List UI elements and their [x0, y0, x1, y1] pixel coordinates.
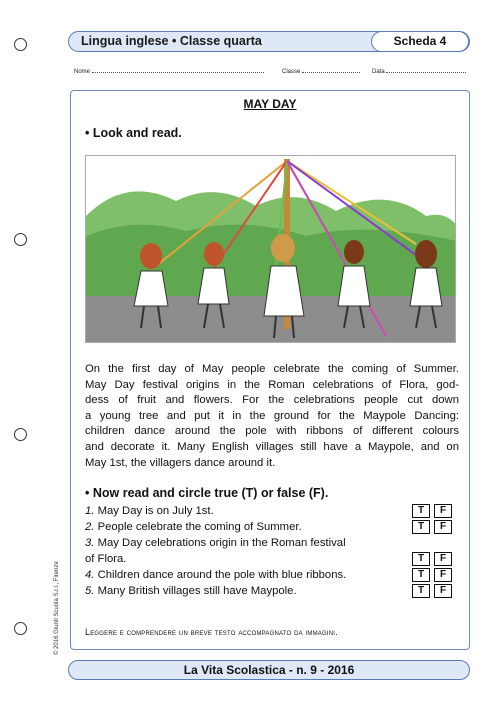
header-bar [68, 31, 470, 52]
false-box[interactable]: F [434, 504, 452, 518]
true-box[interactable]: T [412, 584, 430, 598]
page-title: MAY DAY [243, 97, 297, 111]
true-box[interactable]: T [412, 552, 430, 566]
footer-bar: La Vita Scolastica - n. 9 - 2016 [68, 660, 470, 680]
copyright: © 2016 Giunti Scuola S.r.l., Firenze [54, 561, 60, 655]
reading-line: a young tree and put it in the ground for the Maypole Dancing: [85, 409, 459, 422]
tf-boxes-1 [412, 504, 452, 518]
class-field[interactable]: Classe [282, 68, 360, 75]
section-look-read: • Look and read. [85, 126, 182, 140]
question-1: 1. May Day is on July 1st. [85, 505, 214, 517]
maypole-illustration [85, 155, 456, 343]
question-3-cont: of Flora. [85, 553, 127, 565]
true-box[interactable]: T [412, 520, 430, 534]
reading-line: May Day festival origins in the Roman celebrations of Flora, god- [85, 378, 459, 391]
reading-line: children dance around the pole with ribbons of different colours [85, 425, 459, 438]
binder-hole [14, 38, 27, 51]
question-3: 3. May Day celebrations origin in the Roman festival [85, 537, 346, 549]
date-field[interactable]: Data [372, 68, 466, 75]
reading-line: On the first day of May people celebrate the coming of Summer. [85, 363, 459, 375]
tf-boxes-4 [412, 568, 452, 582]
reading-line: dess of fruit and flowers. For the celebrations people cut down [85, 394, 459, 407]
sheet-label: Scheda 4 [371, 31, 469, 52]
reading-line: and decorate it. Many English villages still have a Maypole, and on [85, 440, 459, 453]
reading-text [85, 362, 459, 471]
true-box[interactable]: T [412, 568, 430, 582]
false-box[interactable]: F [434, 584, 452, 598]
question-5: 5. Many British villages still have Maypole. [85, 585, 297, 597]
reading-line: May 1st, the villagers dance around it. [85, 456, 276, 469]
tf-boxes-2 [412, 520, 452, 534]
false-box[interactable]: F [434, 520, 452, 534]
footer-note: Leggere e comprendere un breve testo accompagnato da immagini. [85, 627, 338, 637]
binder-hole [14, 622, 27, 635]
question-4: 4. Children dance around the pole with blue ribbons. [85, 569, 347, 581]
false-box[interactable]: F [434, 552, 452, 566]
question-2: 2. People celebrate the coming of Summer. [85, 521, 302, 533]
name-field[interactable]: Nome [74, 68, 264, 75]
tf-boxes-5 [412, 584, 452, 598]
true-box[interactable]: T [412, 504, 430, 518]
header-title: Lingua inglese • Classe quarta [81, 34, 262, 48]
binder-hole [14, 233, 27, 246]
tf-boxes-3 [412, 552, 452, 566]
section-true-false: • Now read and circle true (T) or false (F). [85, 486, 329, 500]
false-box[interactable]: F [434, 568, 452, 582]
binder-hole [14, 428, 27, 441]
